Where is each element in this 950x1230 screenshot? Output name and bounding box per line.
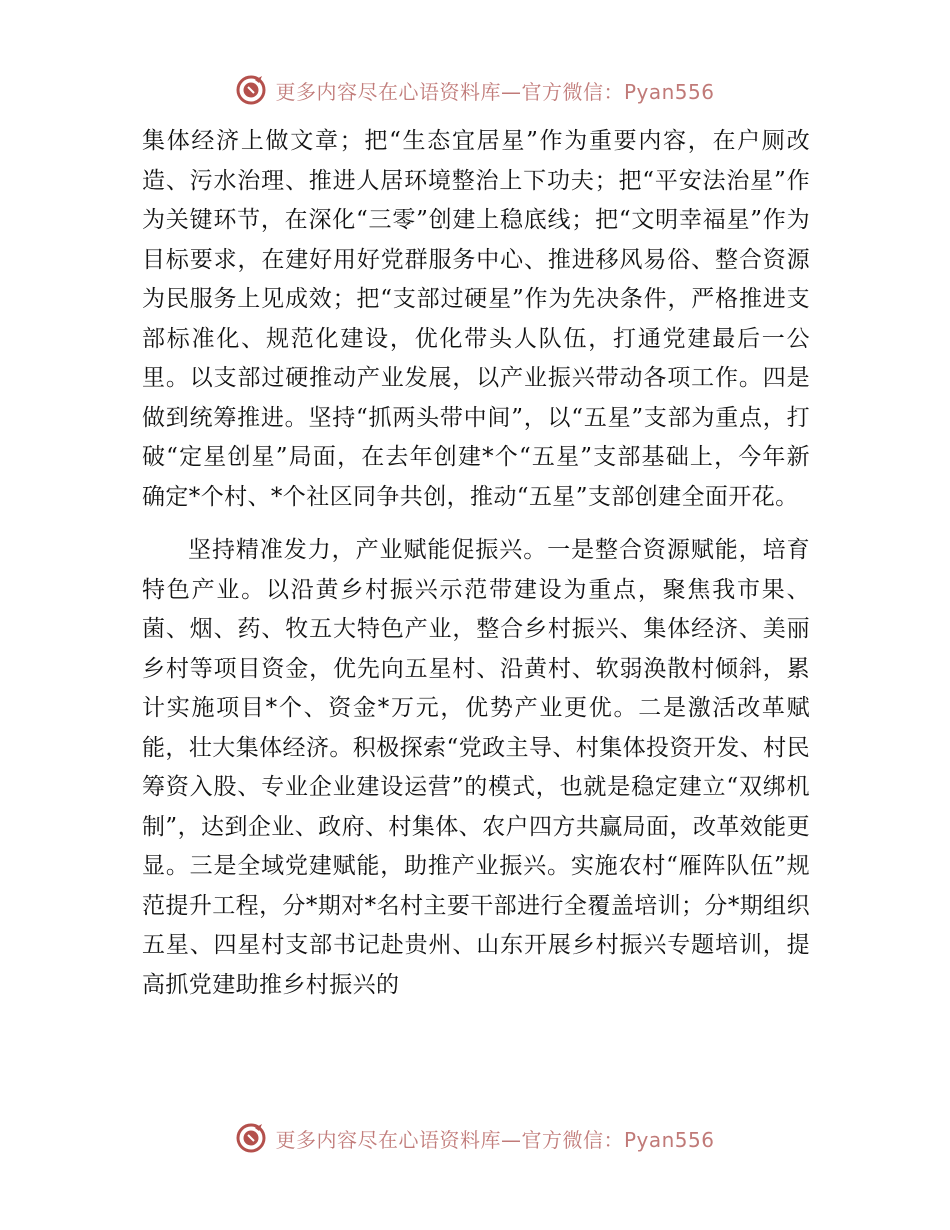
footer-watermark [0, 1118, 950, 1158]
watermark-text: 更多内容尽在心语资料库—官方微信：Pyan556 [275, 1127, 715, 1152]
paragraph: 集体经济上做文章；把“生态宜居星”作为重要内容，在户厕改造、污水治理、推进人居环境整治上下功夫；把“平安法治星”作为关键环节，在深化“三零”创建上稳底线；把“文明幸福星”作为目标要求，在建好用好党群服务中心、推进移风易俗、整合资源为民服务上见成效；把“支部过硬星”作为先决条件，严格推进支部标准化、规范化建设，优化带头人队伍，打通党建最后一公里。以支部过硬推动产业发展，以产业振兴带动各项工作。四是做到统筹推进。坚持“抓两头带中间”，以“五星”支部为重点，打破“定星创星”局面，在去年创建*个“五星”支部基础上，今年新确定*个村、*个社区同争共创，推动“五星”支部创建全面开花。 [142, 128, 810, 510]
pen-logo-icon [235, 1122, 267, 1154]
watermark-text: 更多内容尽在心语资料库—官方微信：Pyan556 [275, 79, 715, 104]
pen-logo-icon [235, 74, 267, 106]
document-body [142, 122, 810, 1005]
header-watermark [0, 70, 950, 110]
paragraph: 坚持精准发力，产业赋能促振兴。一是整合资源赋能，培育特色产业。以沿黄乡村振兴示范带建设为重点，聚焦我市果、菌、烟、药、牧五大特色产业，整合乡村振兴、集体经济、美丽乡村等项目资金，优先向五星村、沿黄村、软弱涣散村倾斜，累计实施项目*个、资金*万元，优势产业更优。二是激活改革赋能，壮大集体经济。积极探索“党政主导、村集体投资开发、村民筹资入股、专业企业建设运营”的模式，也就是稳定建立“双绑机制”，达到企业、政府、村集体、农户四方共赢局面，改革效能更显。三是全域党建赋能，助推产业振兴。实施农村“雁阵队伍”规范提升工程，分*期对*名村主要干部进行全覆盖培训；分*期组织五星、四星村支部书记赴贵州、山东开展乡村振兴专题培训，提高抓党建助推乡村振兴的 [142, 537, 810, 998]
